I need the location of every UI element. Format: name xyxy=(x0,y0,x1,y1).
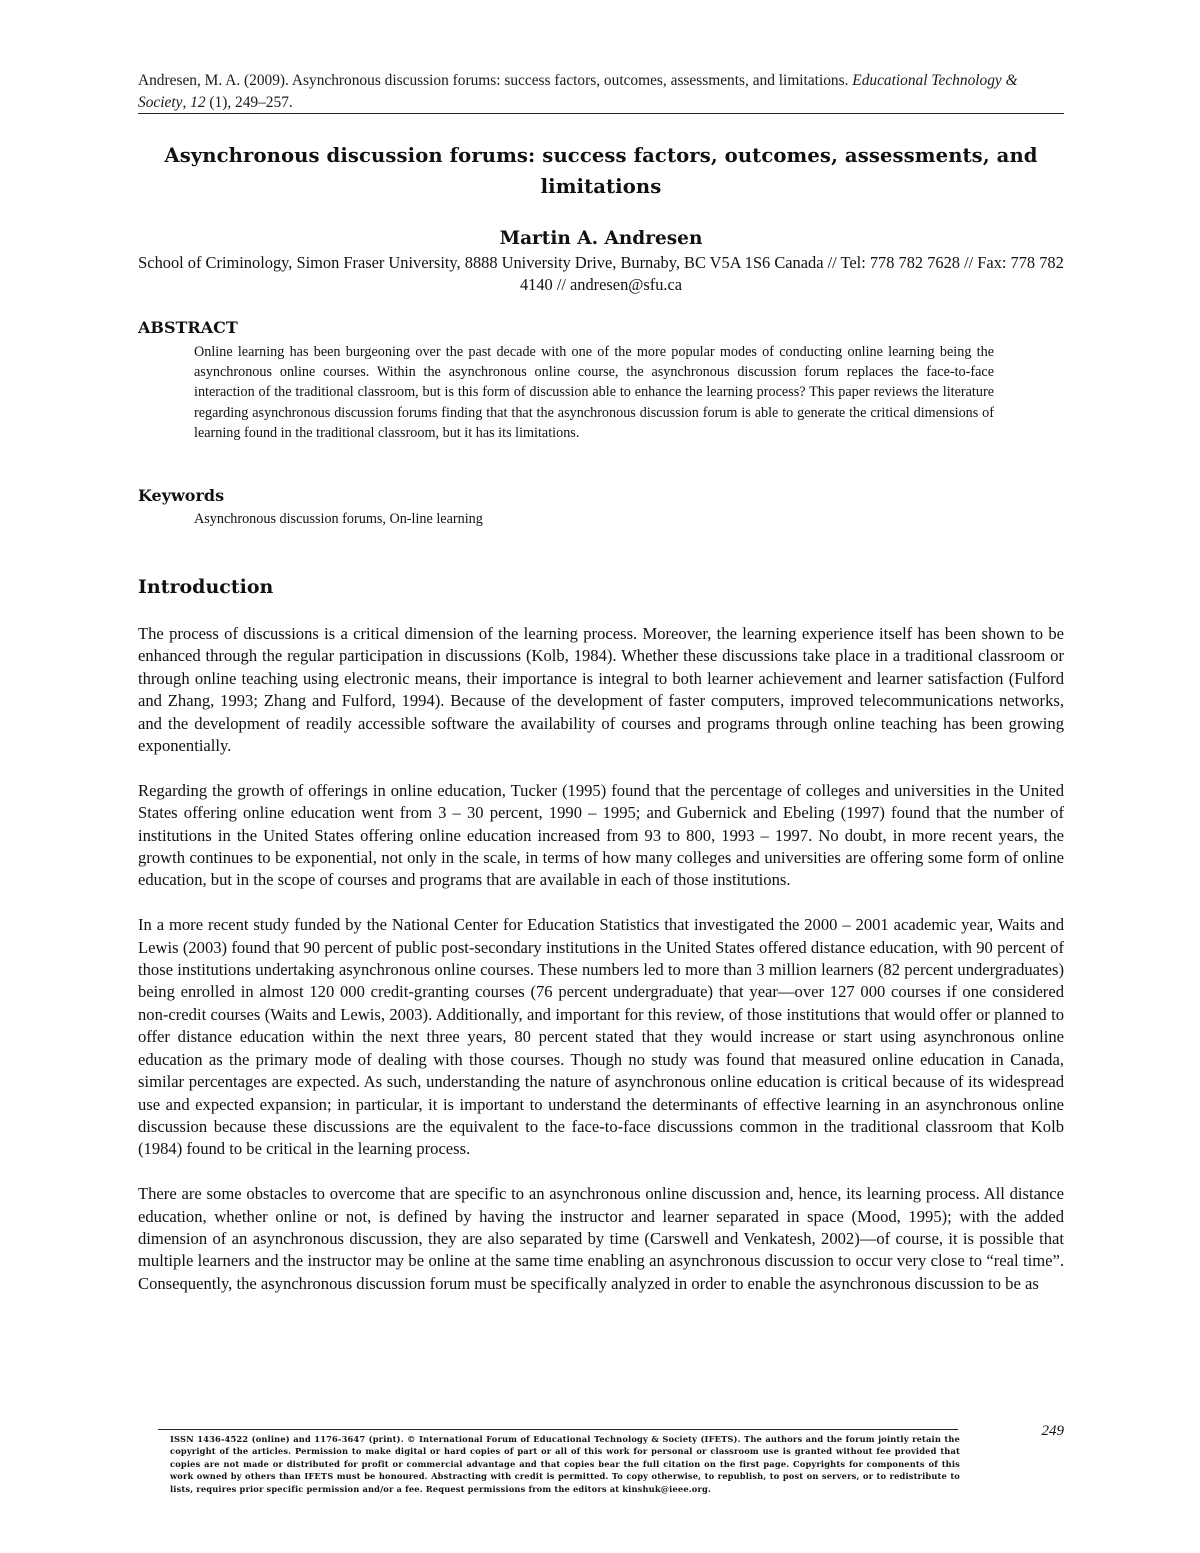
header-rule xyxy=(138,113,1064,114)
citation-header xyxy=(138,70,1064,114)
footnote-rule xyxy=(158,1429,958,1430)
abstract-text: Online learning has been burgeoning over the past decade with one of the more popular modes of conducting online learning being the asynchronous online courses. Within the asynchronous online course, the asynchronous discussion forum replaces the face-to-face interaction of the traditional classroom, but is this form of discussion able to enhance the learning process? This paper reviews the literature regarding asynchronous discussion forums finding that that the asynchronous discussion forum is able to generate the critical dimensions of learning found in the traditional classroom, but it has its limitations. xyxy=(194,344,994,441)
page-number: 249 xyxy=(1041,1423,1064,1439)
body-paragraph: Regarding the growth of offerings in online education, Tucker (1995) found that the percentage of colleges and universities in the United States offering online education went from 3 – 30 percent, 1990 – 1995; and Gubernick and Ebeling (1997) found that the number of institutions in the United States offering online education increased from 93 to 800, 1993 – 1997. No doubt, in more recent years, the growth continues to be exponential, not only in the scale, in terms of how many colleges and universities are offering some form of online education, but in the scope of courses and programs that are available in each of those institutions. xyxy=(138,780,1064,890)
citation-separator: , xyxy=(182,94,191,111)
body-paragraph: There are some obstacles to overcome that are specific to an asynchronous online discussion and, hence, its learning process. All distance education, whether online or not, is defined by having the instructor and learner separated in space (Mood, 1995); with the added dimension of an asynchronous discussion, they are also separated by time (Carswell and Venkatesh, 2002)—of course, it is possible that multiple learners and the instructor may be online at the same time enabling an asynchronous discussion to occur very close to “real time”. Consequently, the asynchronous discussion forum must be specifically analyzed in order to enable the asynchronous discussion to be as xyxy=(138,1184,1064,1293)
citation-volume: 12 xyxy=(190,94,206,111)
body-paragraph: The process of discussions is a critical dimension of the learning process. Moreover, the learning experience itself has been shown to be enhanced through the regular participation in discussions (Kolb, 1984). Whether these discussions take place in a traditional classroom or through online teaching using electronic means, their importance is integral to both learner achievement and learner satisfaction (Fulford and Zhang, 1993; Zhang and Fulford, 1994). Because of the development of faster computers, improved telecommunications networks, and the development of readily accessible software the availability of courses and programs through online teaching has been growing exponentially. xyxy=(138,624,1064,756)
keywords-heading: Keywords xyxy=(138,486,225,505)
author-name: Martin A. Andresen xyxy=(499,228,703,249)
abstract-heading: ABSTRACT xyxy=(138,318,238,337)
citation-pages: (1), 249–257. xyxy=(205,94,293,111)
paper-title: Asynchronous discussion forums: success factors, outcomes, assessments, and limitations xyxy=(164,144,1038,198)
section-heading-introduction: Introduction xyxy=(138,576,274,598)
introduction-body xyxy=(138,623,1064,1318)
author-affiliation: School of Criminology, Simon Fraser University, 8888 University Drive, Burnaby, BC V5A 1S6 Canada // Tel: 778 782 7628 // Fax: 778 782 4140 // andresen@sfu.ca xyxy=(138,253,1064,294)
copyright-footnote: ISSN 1436-4522 (online) and 1176-3647 (print). © International Forum of Educational Technology & Society (IFETS). The authors and the forum jointly retain the copyright of the articles. Permission to make digital or hard copies of part or all of this work for personal or classroom use is granted without fee provided that copies are not made or distributed for profit or commercial advantage and that copies bear the full citation on the first page. Copyrights for components of this work owned by others than IFETS must be honoured. Abstracting with credit is permitted. To copy otherwise, to republish, to post on servers, or to redistribute to lists, requires prior specific permission and/or a fee. Request permissions from the editors at kinshuk@ieee.org. xyxy=(170,1434,960,1494)
body-paragraph: In a more recent study funded by the National Center for Education Statistics that investigated the 2000 – 2001 academic year, Waits and Lewis (2003) found that 90 percent of public post-secondary institutions in the United States offered distance education, with 90 percent of those institutions undertaking asynchronous online courses. These numbers led to more than 3 million learners (82 percent undergraduates) being enrolled in almost 120 000 credit-granting courses (76 percent undergraduate) that year—over 127 000 courses if one considered non-credit courses (Waits and Lewis, 2003). Additionally, and important for this review, of those institutions that would offer or planned to offer distance education within the next three years, 80 percent stated that they would increase or start using asynchronous online education as the primary mode of dealing with those courses. Though no study was found that measured online education in Canada, similar percentages are expected. As such, understanding the nature of asynchronous online education is critical because of its widespread use and expected expansion; in particular, it is important to understand the determinants of effective learning in an asynchronous online discussion because these discussions are the equivalent to the face-to-face discussions common in the traditional classroom that Kolb (1984) found to be critical in the learning process. xyxy=(138,915,1064,1159)
citation-journal: Educational Technology & Society xyxy=(138,72,1018,111)
keywords-text: Asynchronous discussion forums, On-line learning xyxy=(194,511,483,527)
citation-prefix: Andresen, M. A. (2009). Asynchronous discussion forums: success factors, outcomes, assessments, and limitations. xyxy=(138,72,853,89)
